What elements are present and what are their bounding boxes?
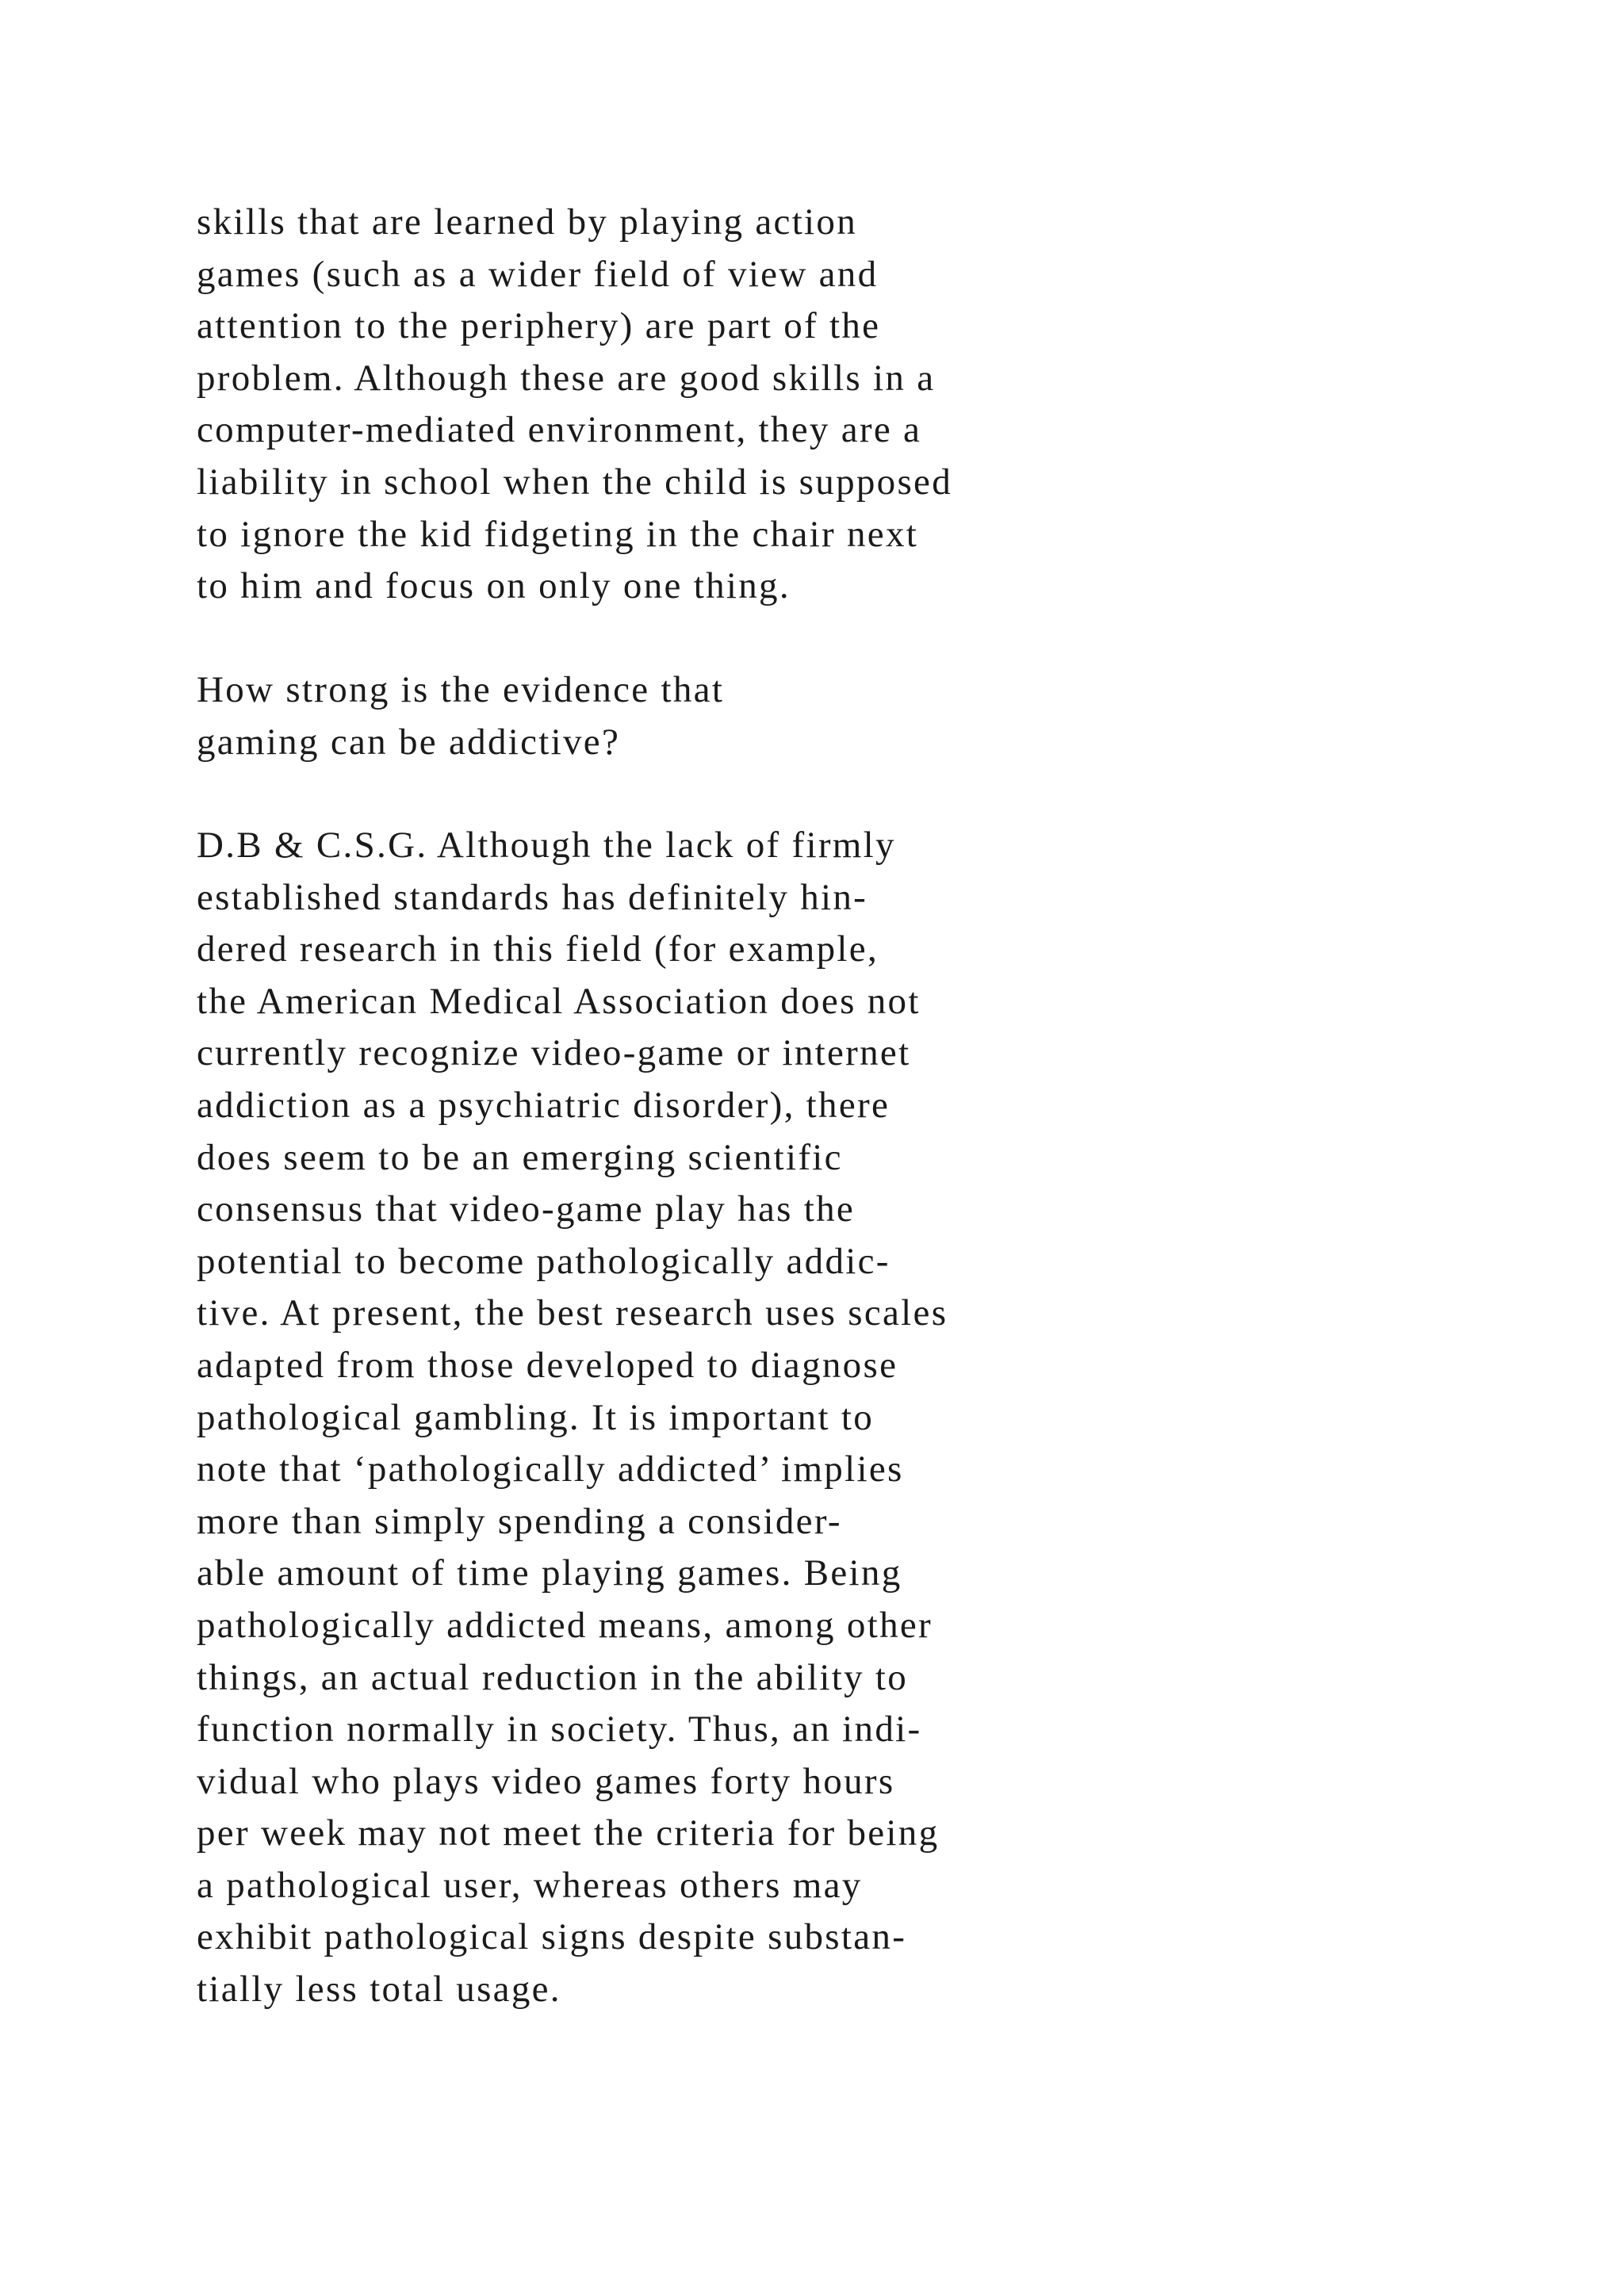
text-line: gaming can be addictive? [197,721,621,763]
text-line: attention to the periphery) are part of the [197,305,881,347]
text-line: problem. Although these are good skills in a [197,357,936,399]
text-line: does seem to be an emerging scientific [197,1136,843,1178]
text-line: able amount of time playing games. Being [197,1552,902,1594]
text-line: vidual who plays video games forty hours [197,1760,895,1802]
text-line: established standards has definitely hin- [197,876,868,918]
text-line: to ignore the kid fidgeting in the chair next [197,513,919,555]
text-line: to him and focus on only one thing. [197,565,791,607]
text-line: tive. At present, the best research uses scales [197,1292,948,1334]
text-line: pathologically addicted means, among other [197,1604,933,1646]
text-line: function normally in society. Thus, an indi- [197,1709,922,1751]
text-line: dered research in this field (for example, [197,928,879,970]
text-line: liability in school when the child is supposed [197,461,953,503]
text-line: the American Medical Association does not [197,980,921,1022]
paragraph-skills [197,197,952,613]
text-line: more than simply spending a consider- [197,1500,842,1542]
text-line: addiction as a psychiatric disorder), there [197,1084,891,1126]
text-line: per week may not meet the criteria for being [197,1812,940,1854]
text-line: skills that are learned by playing action [197,201,858,243]
text-line: potential to become pathologically addic- [197,1240,891,1282]
text-line: computer-mediated environment, they are a [197,409,922,451]
text-line: adapted from those developed to diagnose [197,1344,898,1386]
paragraph-answer [197,820,948,2016]
text-line: exhibit pathological signs despite substan- [197,1916,907,1958]
text-line: currently recognize video-game or internet [197,1032,911,1074]
question-heading [197,664,724,768]
text-line: a pathological user, whereas others may [197,1864,863,1906]
text-line: things, an actual reduction in the ability to [197,1656,909,1698]
text-line: games (such as a wider field of view and [197,253,879,295]
text-line: pathological gambling. It is important to [197,1396,875,1438]
text-line: tially less total usage. [197,1969,561,2011]
text-line: note that ‘pathologically addicted’ implies [197,1448,904,1490]
text-line: consensus that video-game play has the [197,1188,856,1230]
text-line: D.B & C.S.G. Although the lack of firmly [197,825,896,866]
text-line: How strong is the evidence that [197,669,725,710]
